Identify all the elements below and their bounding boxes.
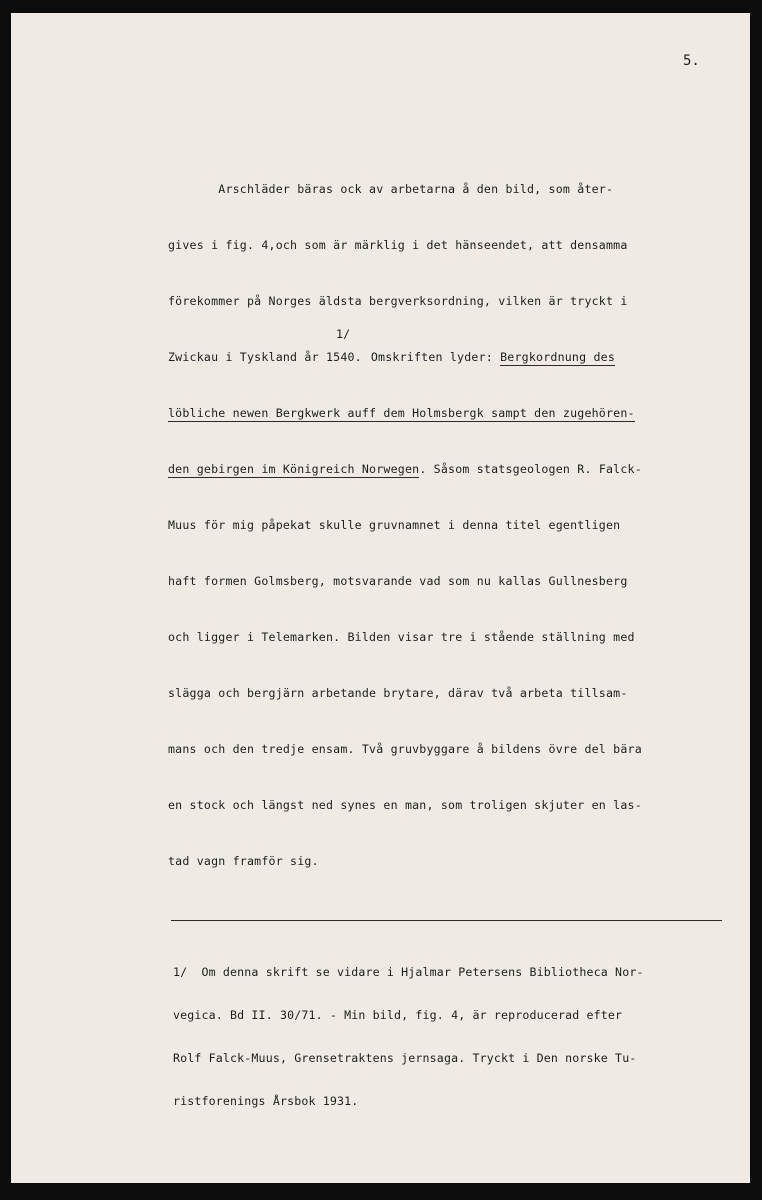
page-number: 5. — [683, 53, 700, 69]
body-line: haft formen Golmsberg, motsvarande vad som nu kallas Gullnesberg — [168, 574, 628, 588]
underlined-title: den gebirgen im Königreich Norwegen — [168, 462, 420, 476]
body-line: mans och den tredje ensam. Två gruvbyggare å bildens övre del bära — [168, 742, 642, 756]
body-line: gives i fig. 4,och som är märklig i det hänseendet, att densamma — [168, 238, 628, 252]
body-line-with-footnote-ref — [168, 327, 642, 371]
body-line — [168, 455, 642, 483]
footnote-line: 1/ Om denna skrift se vidare i Hjalmar Petersens Bibliotheca Nor- — [173, 965, 644, 979]
body-text-segment: Omskriften lyder: — [370, 350, 493, 364]
body-text-segment: . Såsom statsgeologen R. Falck- — [419, 462, 642, 476]
body-line: slägga och bergjärn arbetande brytare, därav två arbeta tillsam- — [168, 686, 628, 700]
document-page — [11, 13, 750, 1183]
footnote-divider — [171, 920, 722, 921]
body-paragraph — [168, 147, 642, 903]
body-line: Muus för mig påpekat skulle gruvnamnet i denna titel egentligen — [168, 518, 621, 532]
footnote — [173, 937, 644, 1137]
footnote-line: ristforenings Årsbok 1931. — [173, 1094, 359, 1108]
body-line: och ligger i Telemarken. Bilden visar tre i stående ställning med — [168, 630, 635, 644]
body-line: en stock och längst ned synes en man, som troligen skjuter en las- — [168, 798, 642, 812]
footnote-reference: 1/ — [336, 327, 351, 341]
body-line: tad vagn framför sig. — [168, 854, 319, 868]
body-line: Arschläder bäras ock av arbetarna å den bild, som åter- — [168, 182, 614, 196]
body-line: förekommer på Norges äldsta bergverksordning, vilken är tryckt i — [168, 294, 628, 308]
footnote-line: vegica. Bd II. 30/71. - Min bild, fig. 4, är reproducerad efter — [173, 1008, 623, 1022]
footnote-line: Rolf Falck-Muus, Grensetraktens jernsaga. Tryckt i Den norske Tu- — [173, 1051, 637, 1065]
underlined-title: Bergkordnung des — [500, 350, 616, 364]
underlined-title: löbliche newen Bergkwerk auff dem Holmsbergk sampt den zugehören- — [168, 406, 635, 420]
body-text-segment: Zwickau i Tyskland år 1540. — [168, 350, 362, 364]
body-line — [168, 399, 642, 427]
